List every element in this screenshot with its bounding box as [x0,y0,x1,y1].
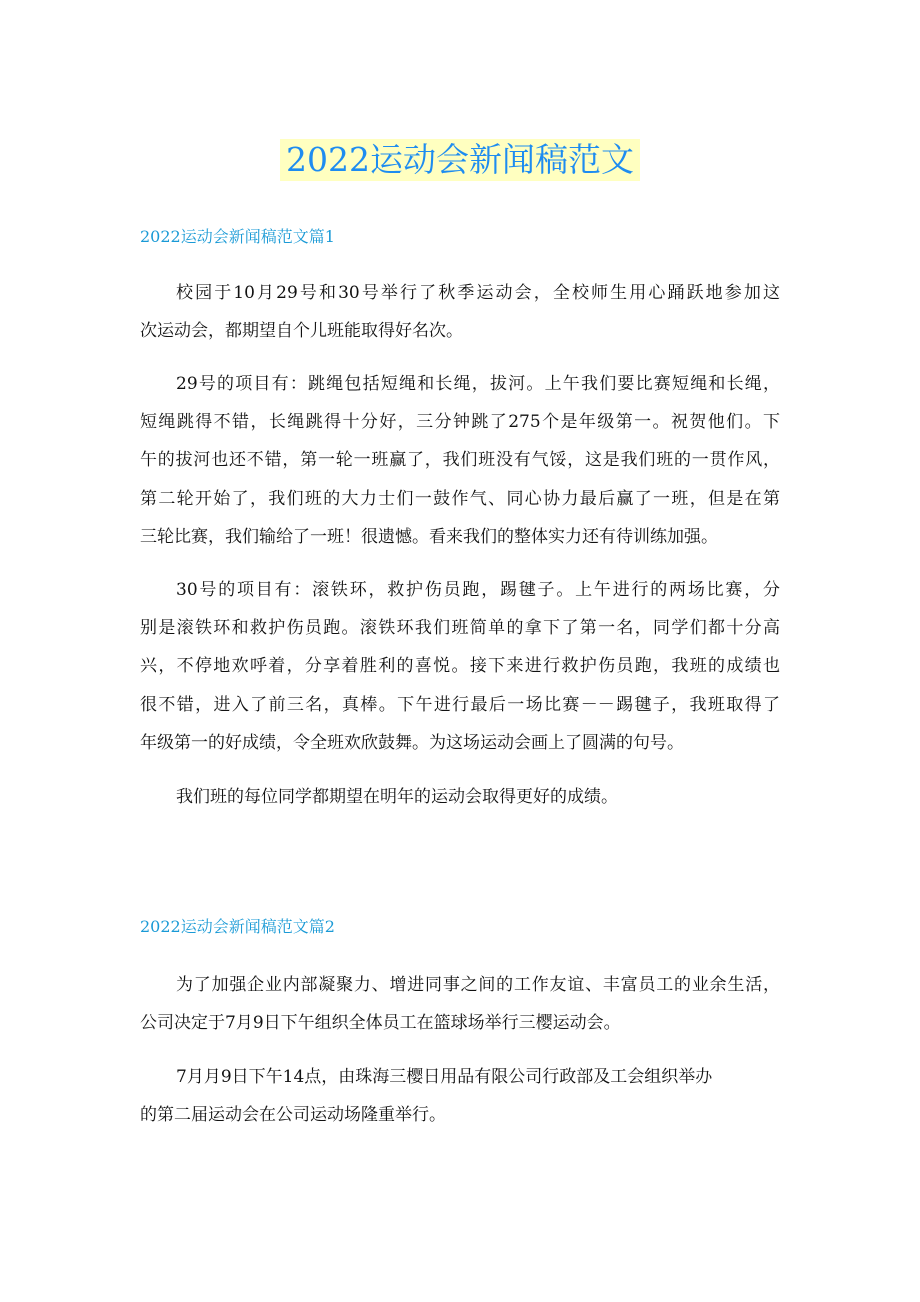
text-line: 兴，不停地欢呼着，分享着胜利的喜悦。接下来进行救护伤员跑，我班的成绩也 [140,656,780,676]
text-line: 29号的项目有：跳绳包括短绳和长绳，拔河。上午我们要比赛短绳和长绳， [176,374,780,394]
text-line: 别是滚铁环和救护伤员跑。滚铁环我们班简单的拿下了第一名，同学们都十分高 [140,618,780,638]
text-line: 7月月9日下午14点，由珠海三樱日用品有限公司行政部及工会组织举办 [176,1067,713,1087]
text-line: 为了加强企业内部凝聚力、增进同事之间的工作友谊、丰富员工的业余生活， [176,975,780,995]
text-line: 第二轮开始了，我们班的大力士们一鼓作气、同心协力最后赢了一班，但是在第 [140,489,780,509]
section-heading: 2022运动会新闻稿范文篇2 [140,917,335,936]
text-line: 午的拔河也还不错，第一轮一班赢了，我们班没有气馁，这是我们班的一贯作风， [140,450,780,470]
text-line: 的第二届运动会在公司运动场隆重举行。 [140,1105,446,1125]
text-line: 我们班的每位同学都期望在明年的运动会取得更好的成绩。 [176,787,618,807]
text-line: 30号的项目有：滚铁环，救护伤员跑，踢毽子。上午进行的两场比赛，分 [176,580,780,600]
text-line: 校园于10月29号和30号举行了秋季运动会，全校师生用心踊跃地参加这 [176,283,780,303]
text-line: 很不错，进入了前三名，真棒。下午进行最后一场比赛－－踢毽子，我班取得了 [140,695,780,715]
text-line: 三轮比赛，我们输给了一班！很遗憾。看来我们的整体实力还有待训练加强。 [140,527,718,547]
section-heading: 2022运动会新闻稿范文篇1 [140,227,335,246]
document-title: 2022运动会新闻稿范文 [280,139,640,181]
text-line: 年级第一的好成绩，令全班欢欣鼓舞。为这场运动会画上了圆满的句号。 [140,733,684,753]
text-line: 公司决定于7月9日下午组织全体员工在篮球场举行三樱运动会。 [140,1013,621,1033]
text-line: 次运动会，都期望自个儿班能取得好名次。 [140,321,463,341]
text-line: 短绳跳得不错，长绳跳得十分好，三分钟跳了275个是年级第一。祝贺他们。下 [140,412,780,432]
